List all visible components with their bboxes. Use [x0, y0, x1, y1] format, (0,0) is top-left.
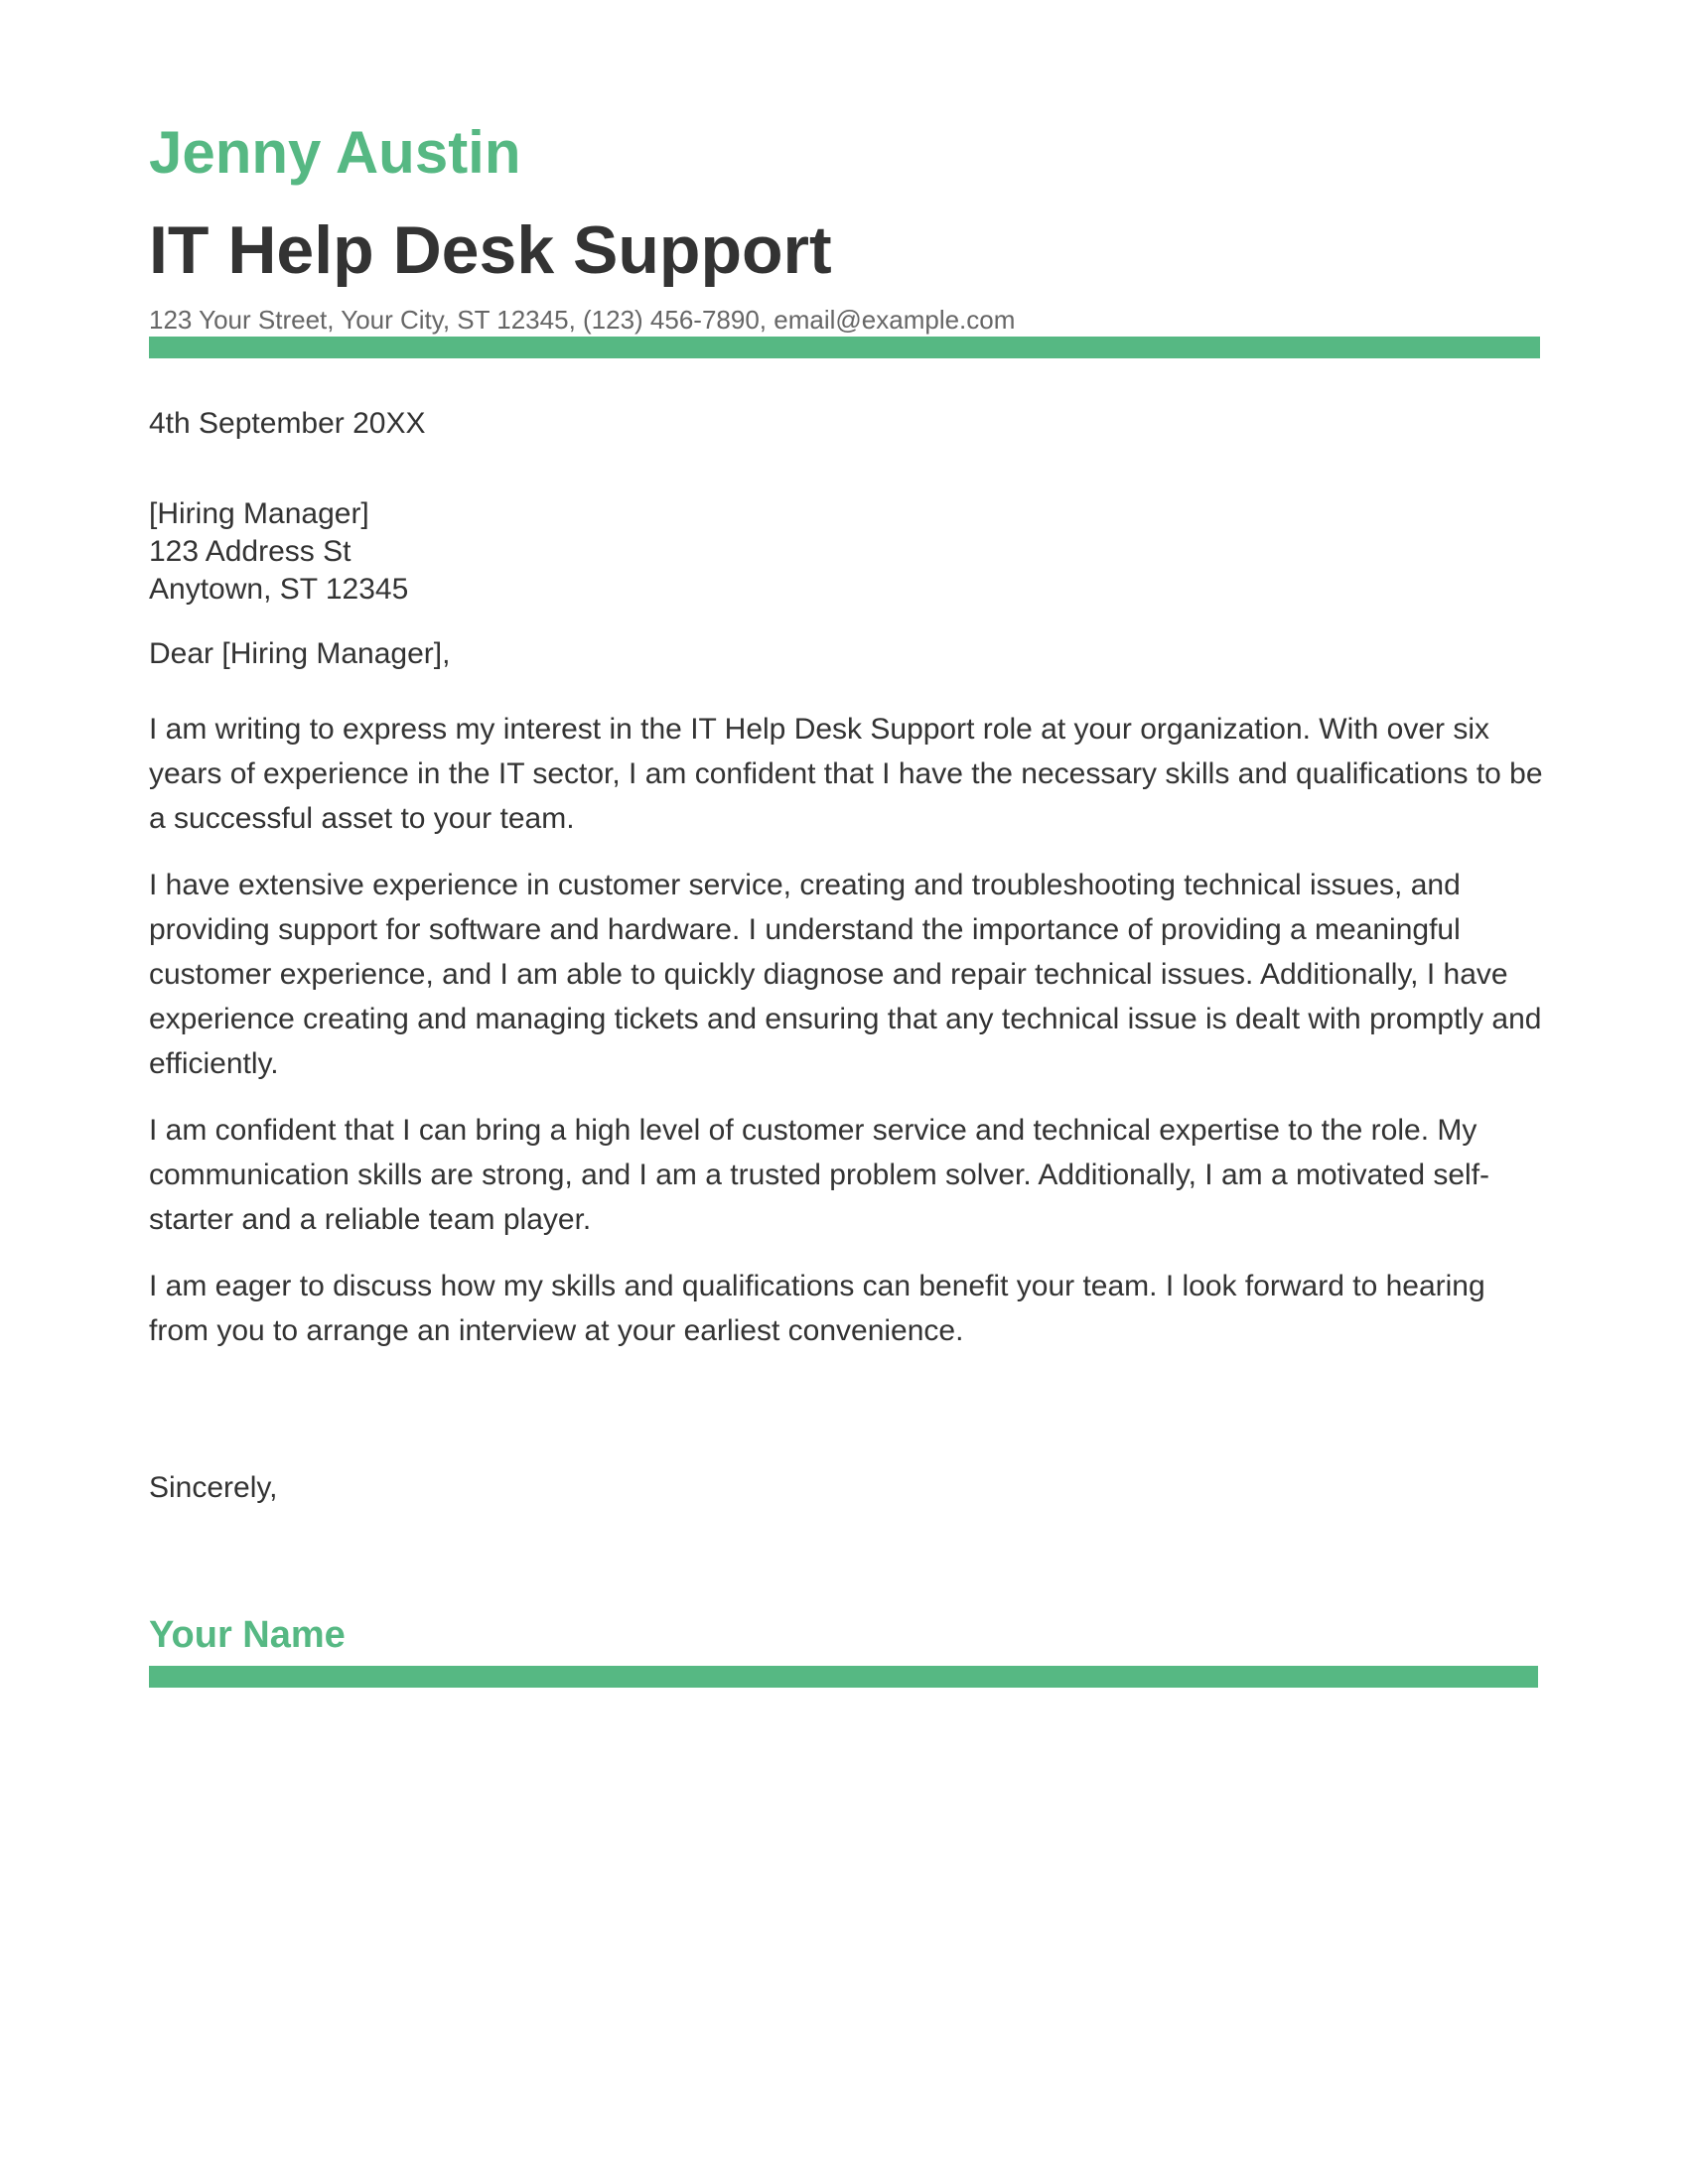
header-divider: [149, 337, 1540, 358]
body-paragraph: I am writing to express my interest in the IT Help Desk Support role at your organization. With over six years of experience in the IT sector, I am confident that I have the necessary skills and qualifications to be a successful asset to your team.: [149, 713, 1543, 835]
signature-name: Your Name: [149, 1614, 346, 1656]
job-title: IT Help Desk Support: [149, 212, 832, 288]
letter-body: [149, 707, 1544, 1375]
recipient-line: 123 Address St: [149, 535, 352, 568]
body-paragraph: I am eager to discuss how my skills and qualifications can benefit your team. I look forward to hearing from you to arrange an interview at your earliest convenience.: [149, 1270, 1485, 1347]
recipient-line: Anytown, ST 12345: [149, 573, 409, 606]
contact-info: 123 Your Street, Your City, ST 12345, (123) 456-7890, email@example.com: [149, 305, 1016, 335]
closing: Sincerely,: [149, 1471, 278, 1504]
letter-date: 4th September 20XX: [149, 407, 426, 440]
footer-divider: [149, 1666, 1538, 1688]
body-paragraph: I have extensive experience in customer service, creating and troubleshooting technical issues, and providing support for software and hardware. I understand the importance of providing a meaningful customer experience, and I am able to quickly diagnose and repair technical issues. Additionally, I have experience creating and managing tickets and ensuring that any technical issue is dealt with promptly and efficiently.: [149, 869, 1542, 1080]
salutation: Dear [Hiring Manager],: [149, 637, 451, 670]
applicant-name: Jenny Austin: [149, 119, 521, 186]
body-paragraph: I am confident that I can bring a high level of customer service and technical expertise to the role. My communication skills are strong, and I am a trusted problem solver. Additionally, I am a motivated self-starter and a reliable team player.: [149, 1114, 1490, 1236]
recipient-line: [Hiring Manager]: [149, 497, 369, 530]
recipient-address: [149, 495, 408, 609]
